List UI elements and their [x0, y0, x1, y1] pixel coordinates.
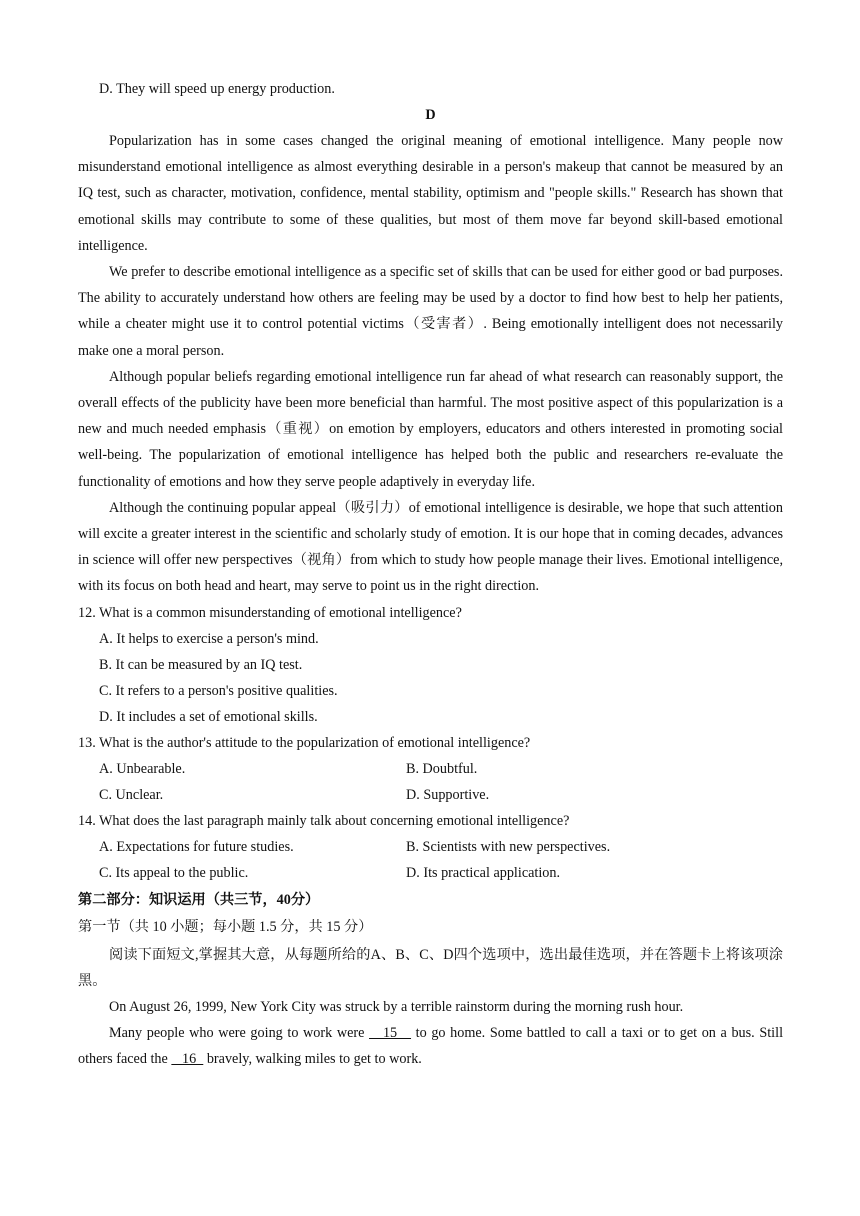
option-row	[78, 834, 783, 860]
option-c: C. Its appeal to the public.	[99, 864, 249, 881]
option-d: D. Its practical application.	[406, 864, 561, 881]
part-two-heading: 第二部分：知识运用（共三节，40分）	[78, 891, 320, 908]
cloze-blank-16: 16	[171, 1051, 204, 1068]
cloze-paragraph-2	[78, 1020, 783, 1072]
option-c: C. It refers to a person's positive qualities.	[99, 682, 338, 699]
option-b: B. It can be measured by an IQ test.	[99, 656, 303, 673]
cloze-paragraph-1: On August 26, 1999, New York City was struck by a terrible rainstorm during the morning rush hour.	[109, 999, 684, 1016]
passage-paragraph-3: Although popular beliefs regarding emotional intelligence run far ahead of what research can reasonably support, the overall effects of the publicity have been more beneficial than harmful. The most positive aspect of this popularization is a new and much needed emphasis（重视）on emotion by employers, educators and others interested in promoting social well-being. The popularization of emotional intelligence has helped both the public and researchers re-evaluate the functionality of emotions and how they serve people adaptively in everyday life.	[78, 368, 783, 490]
option-d: D. Supportive.	[406, 786, 490, 803]
option-a: A. Expectations for future studies.	[99, 838, 294, 855]
exam-page	[78, 76, 783, 1073]
cloze-text: Many people who were going to work were	[109, 1025, 370, 1042]
option-row	[78, 756, 783, 782]
question-14	[78, 808, 783, 886]
cloze-text: bravely, walking miles to get to work.	[203, 1051, 422, 1068]
cloze-instructions: 阅读下面短文,掌握其大意，从每题所给的A、B、C、D四个选项中，选出最佳选项，并在答题卡上将该项涂黑。	[78, 946, 783, 989]
option-c: C. Unclear.	[99, 786, 164, 803]
option-row	[78, 860, 783, 886]
passage-paragraph-2: We prefer to describe emotional intelligence as a specific set of skills that can be used for either good or bad purposes. The ability to accurately understand how others are feeling may be used by a doctor to find how best to help her patients, while a cheater might use it to control potential victims（受害者）. Being emotionally intelligent does not necessarily make one a moral person.	[78, 264, 783, 359]
passage-paragraph-4: Although the continuing popular appeal（吸引力）of emotional intelligence is desirable, we hope that such attention will excite a greater interest in the scientific and scholarly study of emotion. It is our hope that in coming decades, advances in science will offer new perspectives（视角）from which to study how people manage their lives. Emotional intelligence, with its focus on both head and heart, may serve to point us in the right direction.	[78, 499, 783, 595]
question-stem: 12. What is a common misunderstanding of emotional intelligence?	[78, 604, 462, 621]
question-stem: 14. What does the last paragraph mainly talk about concerning emotional intelligence?	[78, 812, 570, 829]
previous-question-option-d: D. They will speed up energy production.	[99, 81, 335, 97]
passage-title: D	[425, 107, 436, 123]
question-stem: 13. What is the author's attitude to the popularization of emotional intelligence?	[78, 734, 531, 751]
question-13	[78, 730, 783, 808]
option-d: D. It includes a set of emotional skills.	[99, 708, 318, 725]
passage-paragraph-1: Popularization has in some cases changed the original meaning of emotional intelligence. Many people now misunderstand emotional intelligence as almost everything desirable in a person's makeup that cannot be measured by an IQ test, such as character, motivation, confidence, mental stability, optimism and "people skills." Research has shown that emotional skills may contribute to some of these qualities, but most of them move far beyond skill-based emotional intelligence.	[78, 133, 783, 254]
option-b: B. Scientists with new perspectives.	[406, 838, 611, 855]
option-a: A. Unbearable.	[99, 760, 186, 777]
option-a: A. It helps to exercise a person's mind.	[99, 630, 319, 647]
option-row	[78, 782, 783, 808]
cloze-text: to go home. Some battled to call a taxi or to get on a bus. Still others faced the	[78, 1025, 784, 1068]
section-one-heading: 第一节（共 10 小题；每小题 1.5 分，共 15 分）	[78, 918, 373, 935]
option-b: B. Doubtful.	[406, 760, 478, 777]
question-12	[78, 600, 783, 730]
cloze-blank-15: 15	[369, 1025, 412, 1042]
